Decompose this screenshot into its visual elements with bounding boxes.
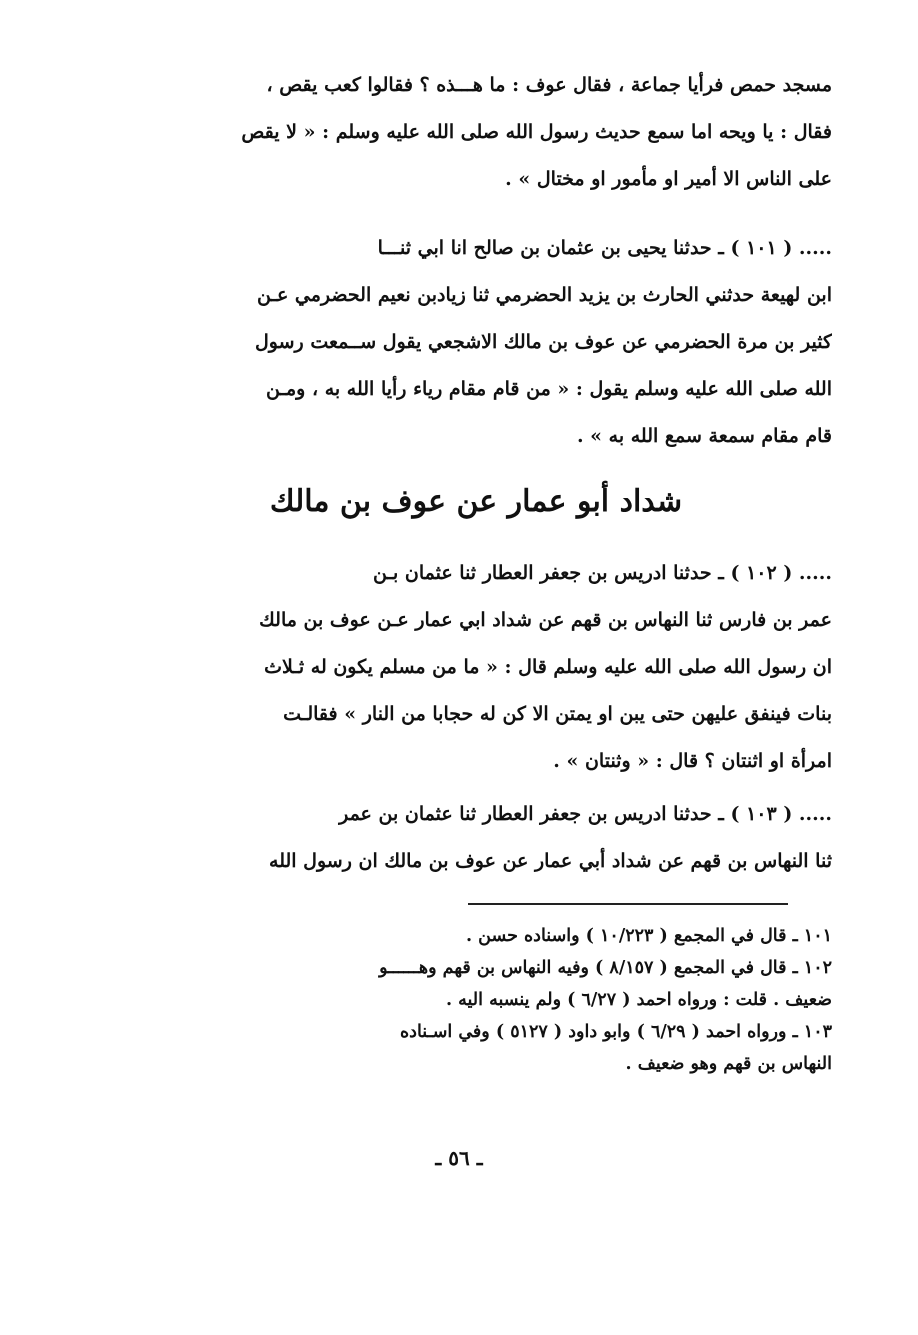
footnote-line: ضعيف . قلت : ورواه احمد ( ٦/٢٧ ) ولم ينسبه اليه . — [445, 990, 832, 1010]
text-line: ..... ( ١٠٢ ) ـ حدثنا ادريس بن جعفر العطار ثنا عثمان بـن — [372, 562, 832, 584]
paragraph-1 — [120, 62, 832, 203]
footnote-line: ١٠٢ ـ قال في المجمع ( ٨/١٥٧ ) وفيه النهاس بن قهم وهــــــو — [379, 958, 832, 978]
footnote-line: ١٠٣ ـ ورواه احمد ( ٦/٢٩ ) وابو داود ( ٥١٢٧ ) وفي اسـناده — [400, 1022, 832, 1042]
text-line: الله صلى الله عليه وسلم يقول : « من قام مقام رياء رأيا الله به ، ومـن — [265, 378, 832, 400]
text-line: ان رسول الله صلى الله عليه وسلم قال : « ما من مسلم يكون له ثـلاث — [264, 656, 832, 678]
footnote-separator — [468, 903, 788, 905]
text-line: على الناس الا أمير او مأمور او مختال » . — [505, 168, 832, 190]
text-line: فقال : يا ويحه اما سمع حديث رسول الله صلى الله عليه وسلم : « لا يقص — [241, 121, 832, 143]
paragraph-hadith-101 — [120, 225, 832, 460]
text-line: ابن لهيعة حدثني الحارث بن يزيد الحضرمي ثنا زيادبن نعيم الحضرمي عـن — [256, 284, 832, 306]
section-heading: شداد أبو عمار عن عوف بن مالك — [269, 484, 683, 519]
footnote-line: النهاس بن قهم وهو ضعيف . — [625, 1054, 832, 1074]
text-line: ..... ( ١٠١ ) ـ حدثنا يحيى بن عثمان بن صالح انا ابي ثنـــا — [377, 237, 832, 259]
text-line: كثير بن مرة الحضرمي عن عوف بن مالك الاشجعي يقول ســمعت رسول — [255, 331, 832, 353]
text-line: ..... ( ١٠٣ ) ـ حدثنا ادريس بن جعفر العطار ثنا عثمان بن عمر — [339, 803, 832, 825]
text-line: ثنا النهاس بن قهم عن شداد أبي عمار عن عوف بن مالك ان رسول الله — [269, 850, 832, 872]
text-line: عمر بن فارس ثنا النهاس بن قهم عن شداد ابي عمار عـن عوف بن مالك — [259, 609, 832, 631]
text-line: امرأة او اثنتان ؟ قال : « وثنتان » . — [553, 750, 832, 772]
main-text — [120, 62, 832, 885]
paragraph-hadith-102 — [120, 550, 832, 785]
text-line: بنات فينفق عليهن حتى يبن او يمتن الا كن له حجابا من النار » فقالـت — [283, 703, 832, 725]
footnote-line: ١٠١ ـ قال في المجمع ( ١٠/٢٢٣ ) واسناده حسن . — [465, 926, 832, 946]
page-number: ـ ٥٦ ـ — [435, 1146, 483, 1170]
paragraph-hadith-103 — [120, 791, 832, 885]
text-line: مسجد حمص فرأيا جماعة ، فقال عوف : ما هـــذه ؟ فقالوا كعب يقص ، — [266, 74, 832, 96]
text-line: قام مقام سمعة سمع الله به » . — [576, 425, 832, 447]
footnotes — [120, 920, 832, 1080]
